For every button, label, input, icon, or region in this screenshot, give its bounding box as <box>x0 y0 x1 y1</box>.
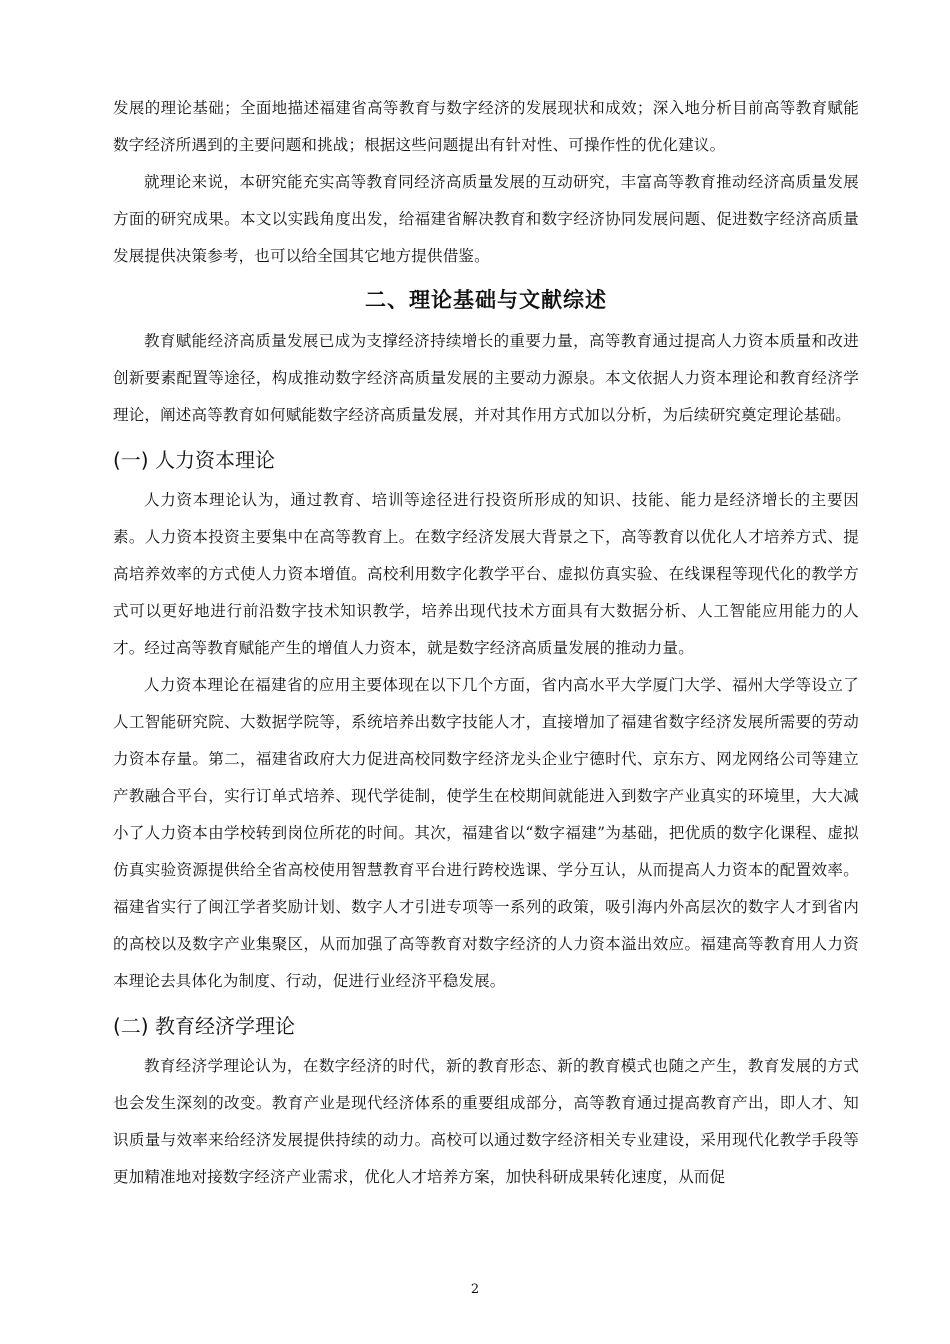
paragraph-human-capital-definition: 人力资本理论认为，通过教育、培训等途径进行投资所形成的知识、技能、能力是经济增长的主要因素。人力资本投资主要集中在高等教育上。在数字经济发展大背景之下，高等教育以优化人才培养方式、提高培养效率的方式使人力资本增值。高校利用数字化教学平台、虚拟仿真实验、在线课程等现代化的教学方式可以更好地进行前沿数字技术知识教学，培养出现代技术方面具有大数据分析、人工智能应用能力的人才。经过高等教育赋能产生的增值人力资本，就是数字经济高质量发展的推动力量。 <box>113 491 859 657</box>
subsection-heading-education-economics-theory: (二) 教育经济学理论 <box>113 1014 295 1038</box>
paragraph-human-capital-fujian: 人力资本理论在福建省的应用主要体现在以下几个方面，省内高水平大学厦门大学、福州大学等设立了人工智能研究院、大数据学院等，系统培养出数字技能人才，直接增加了福建省数字经济发展所需要的劳动力资本存量。第二，福建省政府大力促进高校同数字经济龙头企业宁德时代、京东方、网龙网络公司等建立产教融合平台，实行订单式培养、现代学徒制，使学生在校期间就能进入到数字产业真实的环境里，大大减小了人力资本由学校转到岗位所花的时间。其次，福建省以“数字福建”为基础，把优质的数字化课程、虚拟仿真实验资源提供给全省高校使用智慧教育平台进行跨校选课、学分互认，从而提高人力资本的配置效率。福建省实行了闽江学者奖励计划、数字人才引进专项等一系列的政策，吸引海内外高层次的数字人才到省内的高校以及数字产业集聚区，从而加强了高等教育对数字经济的人力资本溢出效应。福建高等教育用人力资本理论去具体化为制度、行动，促进行业经济平稳发展。 <box>113 676 859 990</box>
page-body <box>113 90 859 1196</box>
paragraph-research-significance: 就理论来说，本研究能充实高等教育同经济高质量发展的互动研究，丰富高等教育推动经济高质量发展方面的研究成果。本文以实践角度出发，给福建省解决教育和数字经济协同发展问题、促进数字经济高质量发展提供决策参考，也可以给全国其它地方提供借鉴。 <box>113 173 859 265</box>
section-heading-theory-and-literature: 二、理论基础与文献综述 <box>365 288 607 312</box>
paragraph-section-intro: 教育赋能经济高质量发展已成为支撑经济持续增长的重要力量，高等教育通过提高人力资本质量和改进创新要素配置等途径，构成推动数字经济高质量发展的主要动力源泉。本文依据人力资本理论和教育经济学理论，阐述高等教育如何赋能数字经济高质量发展，并对其作用方式加以分析，为后续研究奠定理论基础。 <box>113 332 859 424</box>
page-number: 2 <box>470 1282 480 1297</box>
subsection-heading-human-capital-theory: (一) 人力资本理论 <box>113 448 275 472</box>
paragraph-education-economics: 教育经济学理论认为，在数字经济的时代，新的教育形态、新的教育模式也随之产生，教育发展的方式也会发生深刻的改变。教育产业是现代经济体系的重要组成部分，高等教育通过提高教育产出，即人才、知识质量与效率来给经济发展提供持续的动力。高校可以通过数字经济相关专业建设，采用现代化教学手段等更加精准地对接数字经济产业需求，优化人才培养方案，加快科研成果转化速度，从而促 <box>113 1057 859 1186</box>
paragraph-continued: 发展的理论基础；全面地描述福建省高等教育与数字经济的发展现状和成效；深入地分析目前高等教育赋能数字经济所遇到的主要问题和挑战；根据这些问题提出有针对性、可操作性的优化建议。 <box>113 99 859 154</box>
